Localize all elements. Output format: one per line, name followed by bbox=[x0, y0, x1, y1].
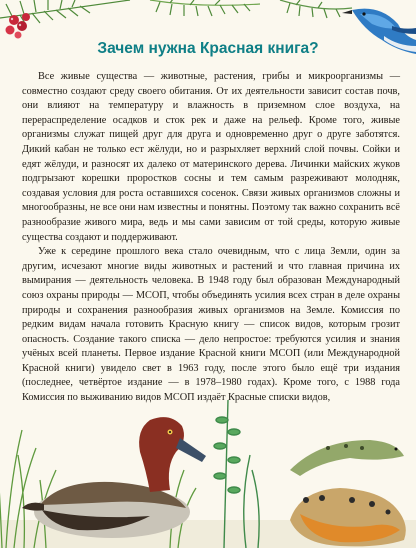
newt-icon bbox=[290, 440, 404, 476]
paragraph-2: Уже к середине прошлого века стало очевидным, что с лица Земли, один за другим, исчезают многие виды животных и растений и что главная причина их вымирания — деятельность человека. В 1948 году был образован Международный союз охраны природы — МСОП, чтобы объединять усилия всех стран в деле охраны природы и сохранения разнообразия живых организмов на Земле. Комиссия по редким видам начала готовить Красную книгу — список видов, которым грозит опасность. Создание такого списка — дело непростое: требуются усилия и знания учёных всей планеты. Первое издание Красной книги МСОП (или Международной Красной книги) увидело свет в 1963 году, после этого было ещё три издания (последнее, четвёртое издание — в 1978–1980 годах). Кроме того, с 1988 года Комиссия по выживанию видов МСОП издаёт Красные списки видов, bbox=[22, 246, 400, 404]
top-illustration bbox=[0, 0, 416, 70]
article-body bbox=[22, 70, 400, 406]
pine-branch-icon bbox=[0, 0, 352, 25]
bottom-illustration bbox=[0, 385, 416, 548]
paragraph-1: Все живые существа — животные, растения, грибы и микроорганизмы — совместно создают среду своего обитания. От их деятельности зависит состав почв, они влияют на температуру и влажность в приземном слое воздуха, на перераспределение осадков и сток рек и даже на рельеф. Кроме того, живые организмы служат пищей друг для друга и одновременно друг о друге заботятся. Дикий кабан не только ест жёлуди, но и разрыхляет верхний слой почвы. Сойки и едят жёлуди, и разносят их далеко от материнского дерева. Личинки майских жуков подгрызают корешки проростков сосны и тем самым разреживают молодняк, создавая условия для роста оставшихся сосенок. Связи живых организмов сложны и многообразны, не все они нам известны и понятны. Поэтому так важно сохранить всё разнообразие живого мира, ведь и мы сами зависим от той среды, которую живые существа создают и поддерживают. bbox=[22, 71, 400, 243]
red-headed-duck-icon bbox=[22, 417, 206, 538]
frog-icon bbox=[290, 488, 406, 546]
page-title: Зачем нужна Красная книга? bbox=[97, 40, 319, 57]
